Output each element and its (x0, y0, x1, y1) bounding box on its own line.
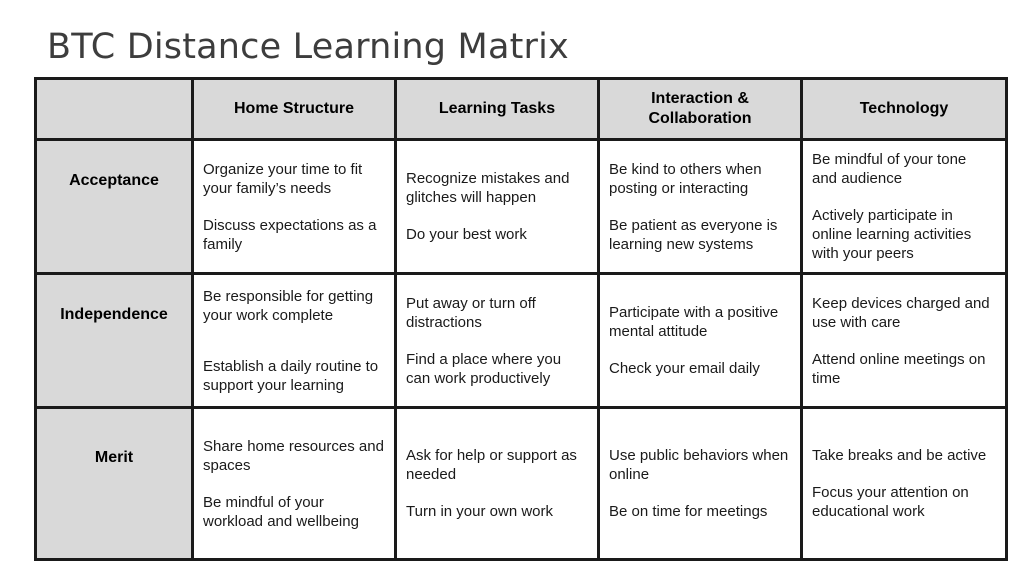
row-header-independence (36, 274, 193, 408)
table-row-independence (36, 274, 1007, 408)
cell-text: Use public behaviors when online (609, 447, 789, 483)
cell-text: Be mindful of your workload and wellbeing (203, 493, 359, 530)
row-header-label: Acceptance (69, 171, 159, 189)
cell-text: Participate with a positive mental attitude (609, 304, 779, 340)
table-cell (802, 408, 1007, 560)
cell-text: Keep devices charged and use with care (812, 294, 990, 331)
cell-text: Establish a daily routine to support your learning (203, 357, 379, 394)
row-header-label: Independence (60, 305, 168, 323)
cell-text: Organize your time to fit your family’s needs (203, 160, 363, 197)
table-cell (193, 274, 396, 408)
table-cell (396, 140, 599, 274)
table-cell (599, 274, 802, 408)
cell-text: Recognize mistakes and glitches will happen (406, 170, 570, 206)
table-cell (193, 408, 396, 560)
column-header-interaction-collaboration: Interaction & Collaboration (599, 79, 802, 140)
cell-text: Focus your attention on educational work (812, 484, 969, 520)
table-cell (396, 408, 599, 560)
corner-cell (36, 79, 193, 140)
table-row-acceptance (36, 140, 1007, 274)
column-header-technology: Technology (802, 79, 1007, 140)
cell-text: Share home resources and spaces (203, 437, 384, 474)
cell-text: Check your email daily (609, 360, 760, 377)
table-cell (193, 140, 396, 274)
table-cell (599, 408, 802, 560)
table-cell (802, 274, 1007, 408)
table-cell (599, 140, 802, 274)
learning-matrix-table (34, 77, 1008, 561)
row-header-label: Merit (94, 448, 134, 466)
header-row (36, 79, 1007, 140)
cell-text: Discuss expectations as a family (203, 216, 377, 253)
cell-text: Do your best work (406, 226, 527, 243)
cell-text: Be patient as everyone is learning new systems (609, 216, 778, 253)
cell-text: Be mindful of your tone and audience (812, 151, 967, 187)
cell-text: Be responsible for getting your work complete (203, 287, 374, 324)
cell-text: Ask for help or support as needed (406, 447, 577, 483)
cell-text: Turn in your own work (406, 503, 553, 520)
cell-text: Actively participate in online learning activities with your peers (812, 207, 972, 262)
row-header-merit (36, 408, 193, 560)
cell-text: Be on time for meetings (609, 503, 768, 520)
cell-text: Take breaks and be active (812, 447, 987, 464)
cell-text: Attend online meetings on time (812, 350, 986, 387)
table-row-merit (36, 408, 1007, 560)
cell-text: Put away or turn off distractions (406, 294, 536, 331)
row-header-acceptance (36, 140, 193, 274)
cell-text: Be kind to others when posting or interacting (609, 160, 762, 197)
table-cell (396, 274, 599, 408)
column-header-home-structure: Home Structure (193, 79, 396, 140)
table-cell (802, 140, 1007, 274)
column-header-learning-tasks: Learning Tasks (396, 79, 599, 140)
cell-text: Find a place where you can work productively (406, 350, 562, 387)
page-title: BTC Distance Learning Matrix (47, 27, 569, 67)
